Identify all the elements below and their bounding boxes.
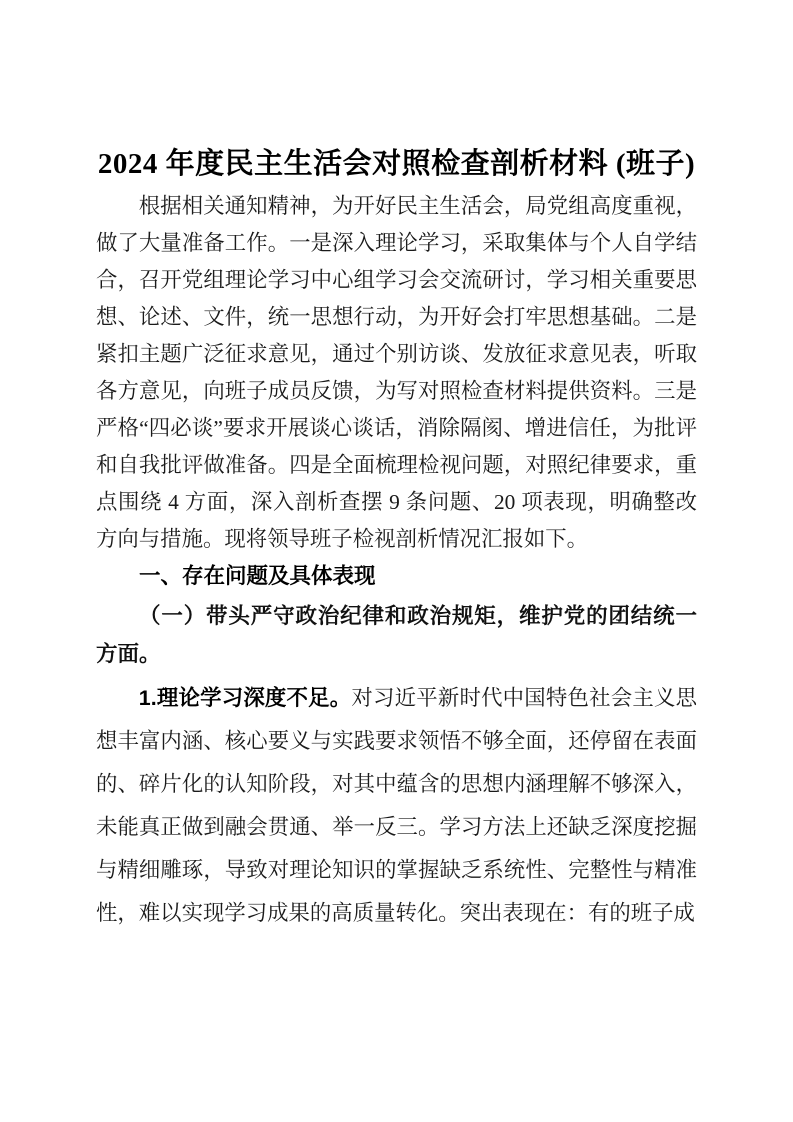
point-1-paragraph bbox=[96, 677, 697, 935]
section-heading: 一、存在问题及具体表现 bbox=[139, 564, 376, 588]
document-content bbox=[96, 141, 697, 935]
point-1-text: 对习近平新时代中国特色社会主义思想丰富内涵、核心要义与实践要求领悟不够全面，还停留在表面的、碎片化的认知阶段，对其中蕴含的思想内涵理解不够深入，未能真正做到融会贯通、举一反三。学习方法上还缺乏深度挖掘与精细雕琢，导致对理论知识的掌握缺乏系统性、完整性与精准性，难以实现学习成果的高质量转化。突出表现在：有的班子成 bbox=[96, 686, 697, 925]
document-title: 2024 年度民主生活会对照检查剖析材料 (班子) bbox=[97, 148, 696, 180]
intro-paragraph: 根据相关通知精神，为开好民主生活会，局党组高度重视，做了大量准备工作。一是深入理论学习，采取集体与个人自学结合，召开党组理论学习中心组学习会交流研讨，学习相关重要思想、论述、文件，统一思想行动，为开好会打牢思想基础。二是紧扣主题广泛征求意见，通过个别访谈、发放征求意见表，听取各方意见，向班子成员反馈，为写对照检查材料提供资料。三是严格“四必谈”要求开展谈心谈话，消除隔阂、增进信任，为批评和自我批评做准备。四是全面梳理检视问题，对照纪律要求，重点围绕 4 方面，深入剖析查摆 9 条问题、20 项表现，明确整改方向与措施。现将领导班子检视剖析情况汇报如下。 bbox=[96, 194, 697, 551]
subsection-heading: （一）带头严守政治纪律和政治规矩，维护党的团结统一方面。 bbox=[96, 604, 697, 666]
point-1-lead: 1.理论学习深度不足。 bbox=[138, 686, 352, 710]
